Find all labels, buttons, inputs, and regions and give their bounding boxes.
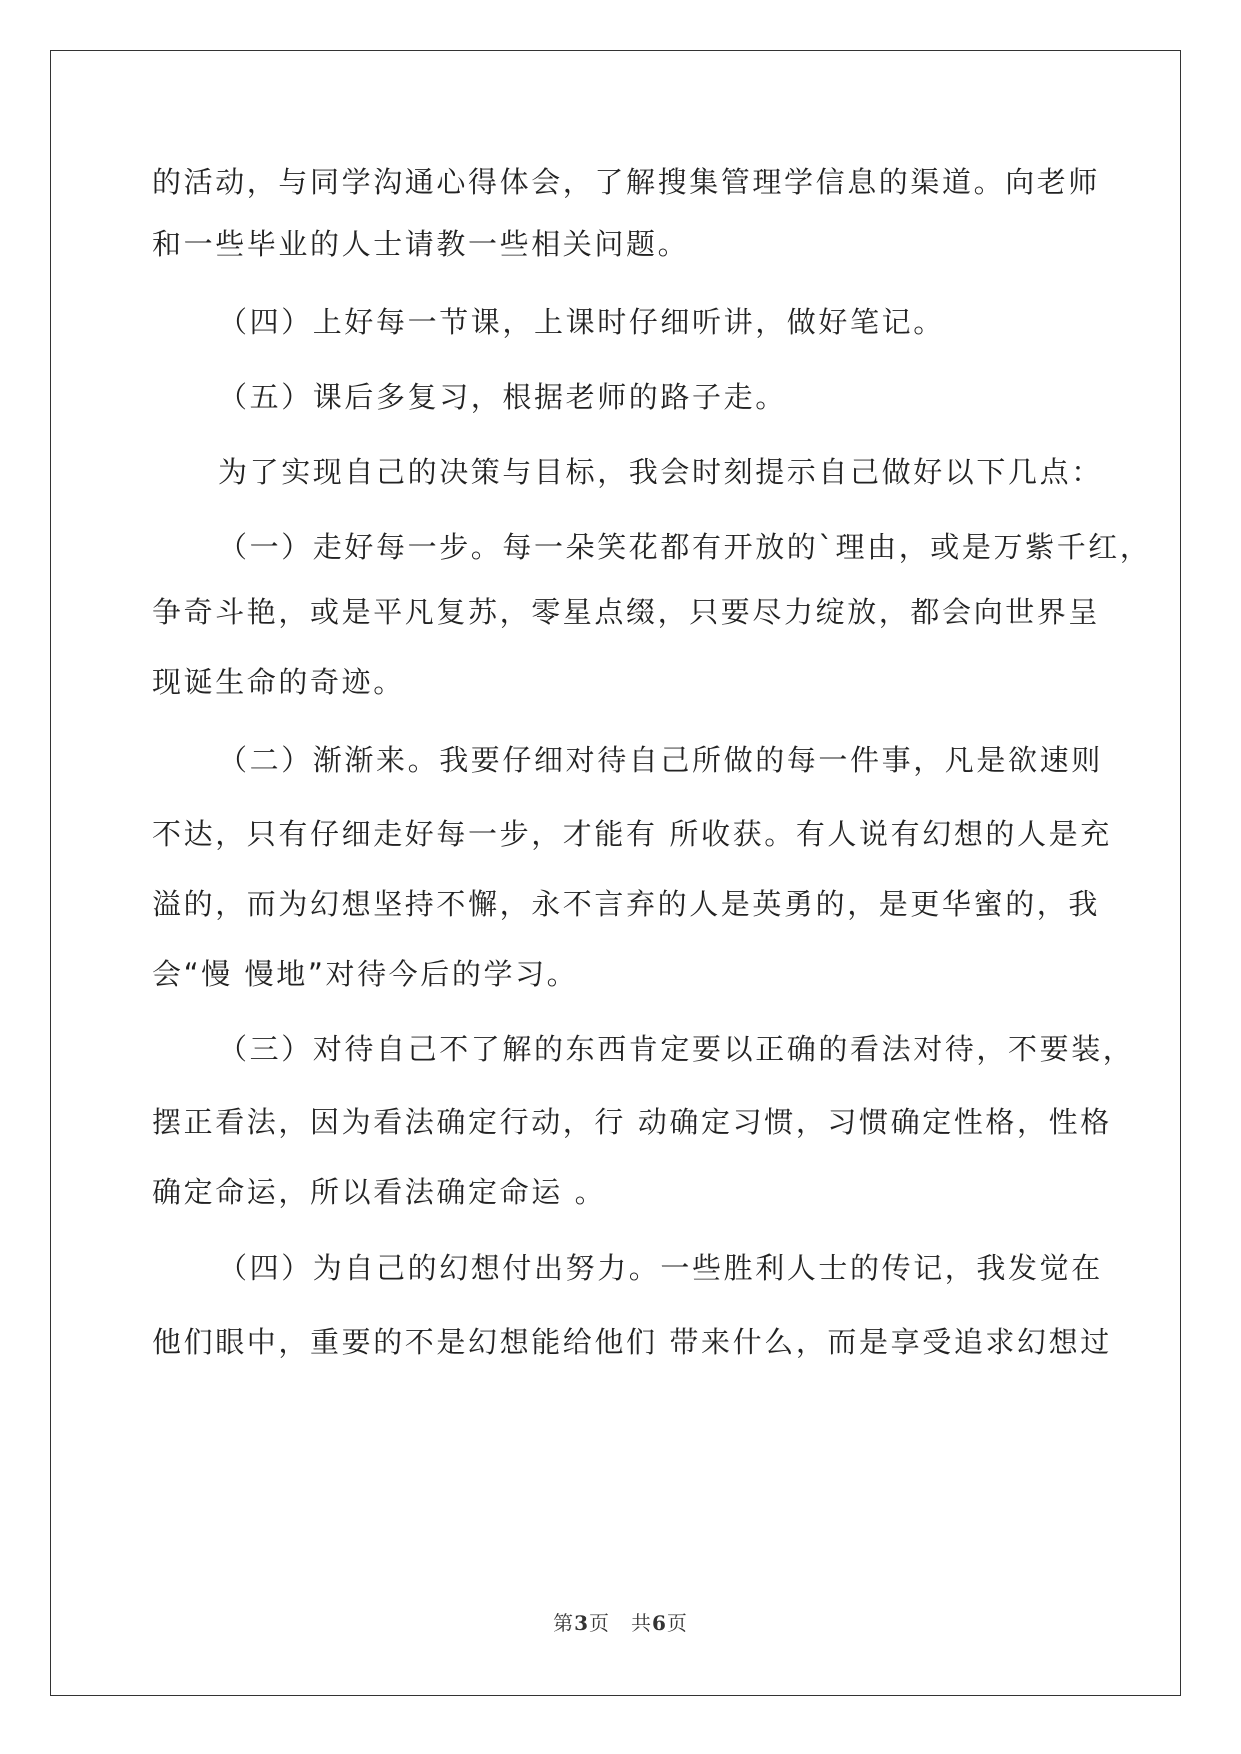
text-line: （四）为自己的幻想付出努力。一些胜利人士的传记，我发觉在 bbox=[218, 1251, 1103, 1285]
text-line: （三）对待自己不了解的东西肯定要以正确的看法对待，不要装， bbox=[218, 1032, 1135, 1066]
text-line: 不达，只有仔细走好每一步，才能有 所收获。有人说有幻想的人是充 bbox=[152, 817, 1112, 851]
text-line: 他们眼中，重要的不是幻想能给他们 带来什么，而是享受追求幻想过 bbox=[152, 1325, 1112, 1359]
text-line: 为了实现自己的决策与目标，我会时刻提示自己做好以下几点： bbox=[218, 455, 1103, 489]
total-page-number: 6 bbox=[652, 1611, 667, 1635]
text-line: 摆正看法，因为看法确定行动，行 动确定习惯，习惯确定性格，性格 bbox=[152, 1105, 1112, 1139]
page-border bbox=[50, 50, 1181, 1696]
text-line: 的活动，与同学沟通心得体会，了解搜集管理学信息的渠道。向老师 bbox=[152, 165, 1101, 199]
text-line: 现诞生命的奇迹。 bbox=[152, 665, 405, 699]
footer-suffix: 页 bbox=[666, 1611, 688, 1635]
text-line: 争奇斗艳，或是平凡复苏，零星点缀，只要尽力绽放，都会向世界呈 bbox=[152, 595, 1101, 629]
text-line: （二）渐渐来。我要仔细对待自己所做的每一件事，凡是欲速则 bbox=[218, 743, 1103, 777]
text-line: 溢的，而为幻想坚持不懈，永不言弃的人是英勇的，是更华蜜的，我 bbox=[152, 887, 1101, 921]
text-line: （四）上好每一节课，上课时仔细听讲，做好笔记。 bbox=[218, 305, 945, 339]
text-line: （五）课后多复习，根据老师的路子走。 bbox=[218, 380, 787, 414]
footer-prefix: 第 bbox=[553, 1611, 575, 1635]
text-line: 会“慢 慢地”对待今后的学习。 bbox=[152, 957, 579, 991]
current-page-number: 3 bbox=[574, 1611, 589, 1635]
text-line: （一）走好每一步。每一朵笑花都有开放的`理由，或是万紫千红， bbox=[218, 530, 1152, 564]
page-footer bbox=[0, 1607, 1241, 1636]
text-line: 和一些毕业的人士请教一些相关问题。 bbox=[152, 227, 690, 261]
text-line: 确定命运，所以看法确定命运 。 bbox=[152, 1175, 607, 1209]
footer-middle: 页 共 bbox=[589, 1611, 652, 1635]
